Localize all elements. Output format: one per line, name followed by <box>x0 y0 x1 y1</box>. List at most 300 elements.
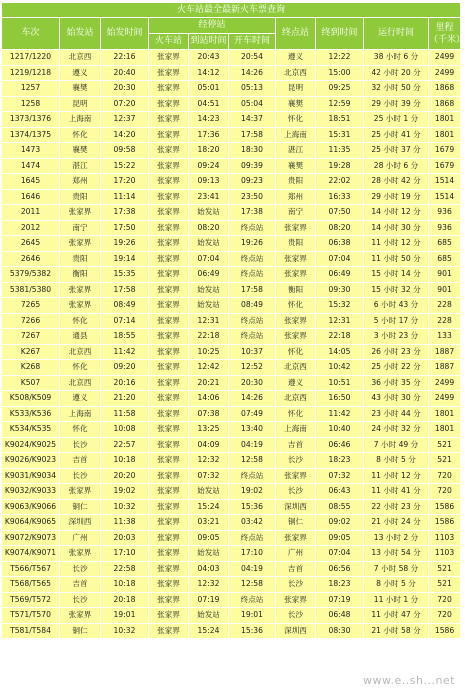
cell-mileage: 720 <box>429 468 461 484</box>
cell-train-no: 1373/1376 <box>2 112 60 128</box>
header-terminal-arrive: 终到时间 <box>316 18 364 50</box>
cell-terminal-arrive: 16:33 <box>316 189 364 205</box>
cell-depart-time: 12:37 <box>101 112 149 128</box>
cell-via-station: 张家界 <box>149 546 189 562</box>
cell-depart-station: 湛江 <box>60 158 101 174</box>
cell-depart-station: 遵义 <box>60 391 101 407</box>
cell-terminal: 张家界 <box>276 267 316 283</box>
cell-arrive-time: 20:21 <box>189 375 229 391</box>
cell-mileage: 1679 <box>429 158 461 174</box>
cell-depart-time: 15:35 <box>101 267 149 283</box>
cell-via-station: 张家界 <box>149 406 189 422</box>
cell-terminal: 怀化 <box>276 344 316 360</box>
header-via-group: 经停站 <box>149 18 276 34</box>
cell-terminal-arrive: 06:46 <box>316 437 364 453</box>
cell-duration: 11 小时 1 分 <box>364 592 429 608</box>
header-mileage <box>429 18 465 50</box>
cell-depart-time: 17:58 <box>101 282 149 298</box>
cell-leave-time: 23:50 <box>229 189 276 205</box>
table-row <box>2 468 461 484</box>
cell-depart-time: 10:18 <box>101 577 149 593</box>
cell-depart-station: 张家界 <box>60 205 101 221</box>
cell-depart-time: 09:20 <box>101 360 149 376</box>
cell-via-station: 张家界 <box>149 205 189 221</box>
cell-depart-station: 襄樊 <box>60 143 101 159</box>
cell-leave-time: 终点站 <box>229 468 276 484</box>
cell-depart-station: 吉首 <box>60 577 101 593</box>
cell-duration: 38 小时 6 分 <box>364 50 429 66</box>
cell-duration: 25 小时 41 分 <box>364 127 429 143</box>
cell-mileage: 1586 <box>429 515 461 531</box>
table-row <box>2 453 461 469</box>
train-schedule-table <box>1 2 465 639</box>
cell-leave-time: 15:36 <box>229 499 276 515</box>
cell-arrive-time: 06:49 <box>189 267 229 283</box>
cell-duration: 21 小时 24 分 <box>364 515 429 531</box>
table-row <box>2 127 461 143</box>
table-row <box>2 592 461 608</box>
cell-train-no: 2646 <box>2 251 60 267</box>
cell-depart-time: 22:58 <box>101 561 149 577</box>
cell-via-station: 张家界 <box>149 577 189 593</box>
cell-depart-station: 怀化 <box>60 127 101 143</box>
cell-terminal: 张家界 <box>276 329 316 345</box>
cell-depart-station: 贵阳 <box>60 189 101 205</box>
table-row <box>2 437 461 453</box>
cell-depart-time: 19:02 <box>101 484 149 500</box>
cell-duration: 25 小时 37 分 <box>364 143 429 159</box>
cell-leave-time: 13:40 <box>229 422 276 438</box>
cell-mileage: 1887 <box>429 360 461 376</box>
cell-depart-station: 长沙 <box>60 437 101 453</box>
cell-duration: 26 小时 23 分 <box>364 344 429 360</box>
cell-duration: 21 小时 58 分 <box>364 623 429 639</box>
cell-leave-time: 08:49 <box>229 298 276 314</box>
table-row <box>2 375 461 391</box>
cell-terminal-arrive: 07:50 <box>316 205 364 221</box>
table-row <box>2 50 461 66</box>
cell-train-no: K508/K509 <box>2 391 60 407</box>
cell-train-no: 1374/1375 <box>2 127 60 143</box>
cell-train-no: 2645 <box>2 236 60 252</box>
cell-depart-time: 17:20 <box>101 174 149 190</box>
cell-via-station: 张家界 <box>149 81 189 97</box>
cell-duration: 22 小时 23 分 <box>364 499 429 515</box>
cell-via-station: 张家界 <box>149 608 189 624</box>
cell-via-station: 张家界 <box>149 468 189 484</box>
cell-mileage: 720 <box>429 608 461 624</box>
cell-terminal-arrive: 06:43 <box>316 484 364 500</box>
cell-via-station: 张家界 <box>149 484 189 500</box>
cell-mileage: 521 <box>429 561 461 577</box>
cell-mileage: 1801 <box>429 406 461 422</box>
cell-train-no: K268 <box>2 360 60 376</box>
cell-terminal: 深圳西 <box>276 499 316 515</box>
cell-terminal: 张家界 <box>276 468 316 484</box>
cell-leave-time: 15:36 <box>229 623 276 639</box>
cell-duration: 24 小时 32 分 <box>364 422 429 438</box>
table-row <box>2 530 461 546</box>
cell-leave-time: 18:30 <box>229 143 276 159</box>
cell-arrive-time: 始发站 <box>189 608 229 624</box>
cell-mileage: 2499 <box>429 375 461 391</box>
cell-arrive-time: 12:42 <box>189 360 229 376</box>
cell-duration: 11 小时 12 分 <box>364 236 429 252</box>
cell-mileage: 936 <box>429 205 461 221</box>
cell-terminal-arrive: 18:23 <box>316 453 364 469</box>
cell-leave-time: 07:49 <box>229 406 276 422</box>
cell-duration: 13 小时 2 分 <box>364 530 429 546</box>
cell-via-station: 张家界 <box>149 375 189 391</box>
cell-terminal: 郑州 <box>276 189 316 205</box>
cell-depart-station: 铜仁 <box>60 623 101 639</box>
cell-arrive-time: 07:04 <box>189 251 229 267</box>
table-row <box>2 282 461 298</box>
cell-terminal: 襄樊 <box>276 158 316 174</box>
cell-mileage: 1801 <box>429 422 461 438</box>
cell-arrive-time: 22:18 <box>189 329 229 345</box>
cell-leave-time: 03:42 <box>229 515 276 531</box>
table-row <box>2 577 461 593</box>
cell-arrive-time: 始发站 <box>189 546 229 562</box>
cell-arrive-time: 始发站 <box>189 282 229 298</box>
header-via-station: 火车站 <box>149 34 189 50</box>
cell-depart-time: 10:08 <box>101 422 149 438</box>
cell-train-no: K9031/K9034 <box>2 468 60 484</box>
cell-duration: 8 小时 5 分 <box>364 453 429 469</box>
cell-leave-time: 20:30 <box>229 375 276 391</box>
cell-train-no: K9063/K9066 <box>2 499 60 515</box>
cell-terminal-arrive: 15:32 <box>316 298 364 314</box>
table-row <box>2 608 461 624</box>
cell-terminal-arrive: 14:05 <box>316 344 364 360</box>
cell-depart-station: 北京西 <box>60 50 101 66</box>
cell-train-no: 2011 <box>2 205 60 221</box>
cell-terminal-arrive: 16:50 <box>316 391 364 407</box>
cell-depart-time: 20:20 <box>101 468 149 484</box>
header-mileage-label: 里程 <box>435 22 454 33</box>
cell-terminal-arrive: 06:49 <box>316 267 364 283</box>
cell-via-station: 张家界 <box>149 189 189 205</box>
cell-mileage: 1514 <box>429 189 461 205</box>
cell-mileage: 2499 <box>429 50 461 66</box>
cell-depart-station: 通县 <box>60 329 101 345</box>
cell-mileage: 1679 <box>429 143 461 159</box>
table-row <box>2 251 461 267</box>
cell-train-no: 7266 <box>2 313 60 329</box>
cell-duration: 11 小时 12 分 <box>364 468 429 484</box>
cell-arrive-time: 04:51 <box>189 96 229 112</box>
cell-terminal: 昆明 <box>276 81 316 97</box>
cell-train-no: 7267 <box>2 329 60 345</box>
cell-arrive-time: 始发站 <box>189 205 229 221</box>
cell-duration: 15 小时 14 分 <box>364 267 429 283</box>
table-row <box>2 344 461 360</box>
table-row <box>2 205 461 221</box>
table-row <box>2 81 461 97</box>
cell-leave-time: 04:19 <box>229 437 276 453</box>
cell-via-station: 张家界 <box>149 282 189 298</box>
cell-arrive-time: 15:24 <box>189 623 229 639</box>
cell-terminal: 上海南 <box>276 127 316 143</box>
cell-train-no: T568/T565 <box>2 577 60 593</box>
cell-train-no: K533/K536 <box>2 406 60 422</box>
cell-leave-time: 终点站 <box>229 530 276 546</box>
cell-duration: 36 小时 35 分 <box>364 375 429 391</box>
table-row <box>2 515 461 531</box>
cell-terminal-arrive: 22:02 <box>316 174 364 190</box>
table-row <box>2 143 461 159</box>
cell-duration: 25 小时 22 分 <box>364 360 429 376</box>
cell-terminal-arrive: 15:00 <box>316 65 364 81</box>
cell-depart-station: 张家界 <box>60 298 101 314</box>
cell-depart-station: 北京西 <box>60 344 101 360</box>
cell-depart-station: 怀化 <box>60 360 101 376</box>
cell-terminal: 长沙 <box>276 453 316 469</box>
cell-depart-time: 21:20 <box>101 391 149 407</box>
cell-leave-time: 14:37 <box>229 112 276 128</box>
cell-train-no: 1258 <box>2 96 60 112</box>
cell-terminal: 北京西 <box>276 65 316 81</box>
cell-leave-time: 19:01 <box>229 608 276 624</box>
cell-arrive-time: 始发站 <box>189 298 229 314</box>
cell-arrive-time: 04:03 <box>189 561 229 577</box>
cell-leave-time: 17:38 <box>229 205 276 221</box>
cell-depart-time: 17:38 <box>101 205 149 221</box>
cell-terminal: 北京西 <box>276 391 316 407</box>
cell-via-station: 张家界 <box>149 96 189 112</box>
cell-terminal-arrive: 19:28 <box>316 158 364 174</box>
cell-mileage: 228 <box>429 313 461 329</box>
cell-depart-time: 10:32 <box>101 623 149 639</box>
cell-via-station: 张家界 <box>149 422 189 438</box>
cell-terminal: 吉首 <box>276 437 316 453</box>
cell-arrive-time: 09:24 <box>189 158 229 174</box>
cell-duration: 42 小时 20 分 <box>364 65 429 81</box>
cell-depart-station: 张家界 <box>60 546 101 562</box>
cell-via-station: 张家界 <box>149 453 189 469</box>
cell-duration: 7 小时 58 分 <box>364 561 429 577</box>
cell-leave-time: 04:19 <box>229 561 276 577</box>
cell-terminal-arrive: 15:31 <box>316 127 364 143</box>
cell-depart-station: 襄樊 <box>60 81 101 97</box>
cell-mileage: 1868 <box>429 81 461 97</box>
cell-terminal: 长沙 <box>276 484 316 500</box>
cell-mileage: 521 <box>429 577 461 593</box>
table-row <box>2 623 461 639</box>
cell-train-no: K9026/K9023 <box>2 453 60 469</box>
cell-duration: 11 小时 50 分 <box>364 251 429 267</box>
cell-depart-time: 20:40 <box>101 65 149 81</box>
cell-terminal: 吉首 <box>276 561 316 577</box>
table-row <box>2 65 461 81</box>
table-row <box>2 96 461 112</box>
header-depart-station: 始发站 <box>60 18 101 50</box>
cell-depart-station: 吉首 <box>60 453 101 469</box>
cell-depart-time: 09:58 <box>101 143 149 159</box>
cell-leave-time: 10:37 <box>229 344 276 360</box>
table-row <box>2 422 461 438</box>
cell-via-station: 张家界 <box>149 267 189 283</box>
cell-terminal: 湛江 <box>276 143 316 159</box>
cell-via-station: 张家界 <box>149 499 189 515</box>
cell-depart-time: 10:18 <box>101 453 149 469</box>
cell-duration: 29 小时 39 分 <box>364 96 429 112</box>
cell-mileage: 720 <box>429 592 461 608</box>
cell-mileage: 2499 <box>429 391 461 407</box>
cell-train-no: K267 <box>2 344 60 360</box>
cell-mileage: 1586 <box>429 499 461 515</box>
cell-leave-time: 终点站 <box>229 329 276 345</box>
cell-terminal-arrive: 09:25 <box>316 81 364 97</box>
cell-depart-time: 20:18 <box>101 592 149 608</box>
cell-via-station: 张家界 <box>149 592 189 608</box>
cell-terminal: 张家界 <box>276 251 316 267</box>
cell-terminal-arrive: 07:19 <box>316 592 364 608</box>
cell-via-station: 张家界 <box>149 298 189 314</box>
cell-via-station: 张家界 <box>149 143 189 159</box>
cell-depart-station: 南宁 <box>60 220 101 236</box>
cell-leave-time: 14:26 <box>229 391 276 407</box>
cell-duration: 7 小时 49 分 <box>364 437 429 453</box>
cell-depart-station: 郑州 <box>60 174 101 190</box>
cell-depart-time: 08:49 <box>101 298 149 314</box>
table-row <box>2 267 461 283</box>
cell-via-station: 张家界 <box>149 127 189 143</box>
cell-train-no: 1257 <box>2 81 60 97</box>
cell-arrive-time: 03:21 <box>189 515 229 531</box>
cell-via-station: 张家界 <box>149 344 189 360</box>
cell-leave-time: 17:58 <box>229 282 276 298</box>
cell-arrive-time: 12:31 <box>189 313 229 329</box>
cell-terminal-arrive: 06:38 <box>316 236 364 252</box>
cell-arrive-time: 15:24 <box>189 499 229 515</box>
cell-depart-station: 遵义 <box>60 65 101 81</box>
cell-via-station: 张家界 <box>149 623 189 639</box>
cell-terminal-arrive: 22:18 <box>316 329 364 345</box>
cell-terminal-arrive: 09:05 <box>316 530 364 546</box>
cell-leave-time: 终点站 <box>229 313 276 329</box>
table-row <box>2 298 461 314</box>
cell-depart-time: 17:50 <box>101 220 149 236</box>
cell-terminal: 上海南 <box>276 422 316 438</box>
header-depart-time: 始发时间 <box>101 18 149 50</box>
cell-train-no: T581/T584 <box>2 623 60 639</box>
table-row <box>2 158 461 174</box>
cell-via-station: 张家界 <box>149 561 189 577</box>
table-body <box>2 50 461 639</box>
cell-arrive-time: 07:19 <box>189 592 229 608</box>
cell-terminal-arrive: 10:42 <box>316 360 364 376</box>
cell-depart-station: 铜仁 <box>60 499 101 515</box>
cell-mileage: 1103 <box>429 530 461 546</box>
table-row <box>2 236 461 252</box>
cell-terminal: 长沙 <box>276 608 316 624</box>
cell-arrive-time: 17:36 <box>189 127 229 143</box>
cell-duration: 14 小时 30 分 <box>364 220 429 236</box>
cell-terminal: 怀化 <box>276 112 316 128</box>
cell-terminal: 襄樊 <box>276 96 316 112</box>
cell-mileage: 1868 <box>429 96 461 112</box>
cell-mileage: 521 <box>429 437 461 453</box>
cell-leave-time: 17:10 <box>229 546 276 562</box>
cell-leave-time: 09:39 <box>229 158 276 174</box>
cell-duration: 3 小时 23 分 <box>364 329 429 345</box>
cell-leave-time: 12:58 <box>229 577 276 593</box>
cell-depart-time: 11:42 <box>101 344 149 360</box>
cell-train-no: 1646 <box>2 189 60 205</box>
cell-duration: 8 小时 5 分 <box>364 577 429 593</box>
cell-terminal-arrive: 18:51 <box>316 112 364 128</box>
table-row <box>2 391 461 407</box>
cell-depart-time: 20:03 <box>101 530 149 546</box>
cell-mileage: 133 <box>429 329 461 345</box>
header-terminal: 终点站 <box>276 18 316 50</box>
cell-terminal: 张家界 <box>276 530 316 546</box>
cell-duration: 14 小时 12 分 <box>364 205 429 221</box>
cell-terminal: 铜仁 <box>276 515 316 531</box>
cell-via-station: 张家界 <box>149 329 189 345</box>
cell-train-no: K9074/K9071 <box>2 546 60 562</box>
cell-depart-time: 19:14 <box>101 251 149 267</box>
cell-terminal-arrive: 07:04 <box>316 546 364 562</box>
cell-arrive-time: 09:13 <box>189 174 229 190</box>
cell-mileage: 228 <box>429 298 461 314</box>
cell-via-station: 张家界 <box>149 158 189 174</box>
cell-leave-time: 20:54 <box>229 50 276 66</box>
cell-terminal-arrive: 09:02 <box>316 515 364 531</box>
cell-train-no: T571/T570 <box>2 608 60 624</box>
cell-train-no: K9024/K9025 <box>2 437 60 453</box>
header-train-no: 车次 <box>2 18 60 50</box>
cell-terminal-arrive: 11:42 <box>316 406 364 422</box>
cell-arrive-time: 始发站 <box>189 484 229 500</box>
cell-train-no: 1473 <box>2 143 60 159</box>
table-row <box>2 112 461 128</box>
cell-leave-time: 终点站 <box>229 251 276 267</box>
cell-depart-time: 17:10 <box>101 546 149 562</box>
cell-terminal-arrive: 08:20 <box>316 220 364 236</box>
table-row <box>2 174 461 190</box>
cell-mileage: 1586 <box>429 623 461 639</box>
cell-depart-station: 张家界 <box>60 484 101 500</box>
cell-depart-time: 19:01 <box>101 608 149 624</box>
cell-arrive-time: 20:43 <box>189 50 229 66</box>
cell-arrive-time: 07:38 <box>189 406 229 422</box>
cell-terminal-arrive: 07:04 <box>316 251 364 267</box>
cell-terminal-arrive: 08:55 <box>316 499 364 515</box>
cell-leave-time: 终点站 <box>229 592 276 608</box>
cell-train-no: T566/T567 <box>2 561 60 577</box>
cell-leave-time: 12:58 <box>229 453 276 469</box>
cell-duration: 13 小时 54 分 <box>364 546 429 562</box>
cell-depart-station: 北京西 <box>60 375 101 391</box>
cell-depart-station: 怀化 <box>60 422 101 438</box>
cell-terminal: 长沙 <box>276 577 316 593</box>
cell-arrive-time: 14:23 <box>189 112 229 128</box>
cell-terminal-arrive: 10:40 <box>316 422 364 438</box>
cell-arrive-time: 12:32 <box>189 577 229 593</box>
header-mileage-unit: （千米） <box>429 34 465 45</box>
table-row <box>2 220 461 236</box>
header-arrive-time: 到站时间 <box>189 34 229 50</box>
cell-mileage: 1801 <box>429 112 461 128</box>
cell-leave-time: 14:26 <box>229 65 276 81</box>
cell-depart-station: 张家界 <box>60 236 101 252</box>
cell-via-station: 张家界 <box>149 50 189 66</box>
cell-via-station: 张家界 <box>149 391 189 407</box>
cell-depart-station: 深圳西 <box>60 515 101 531</box>
